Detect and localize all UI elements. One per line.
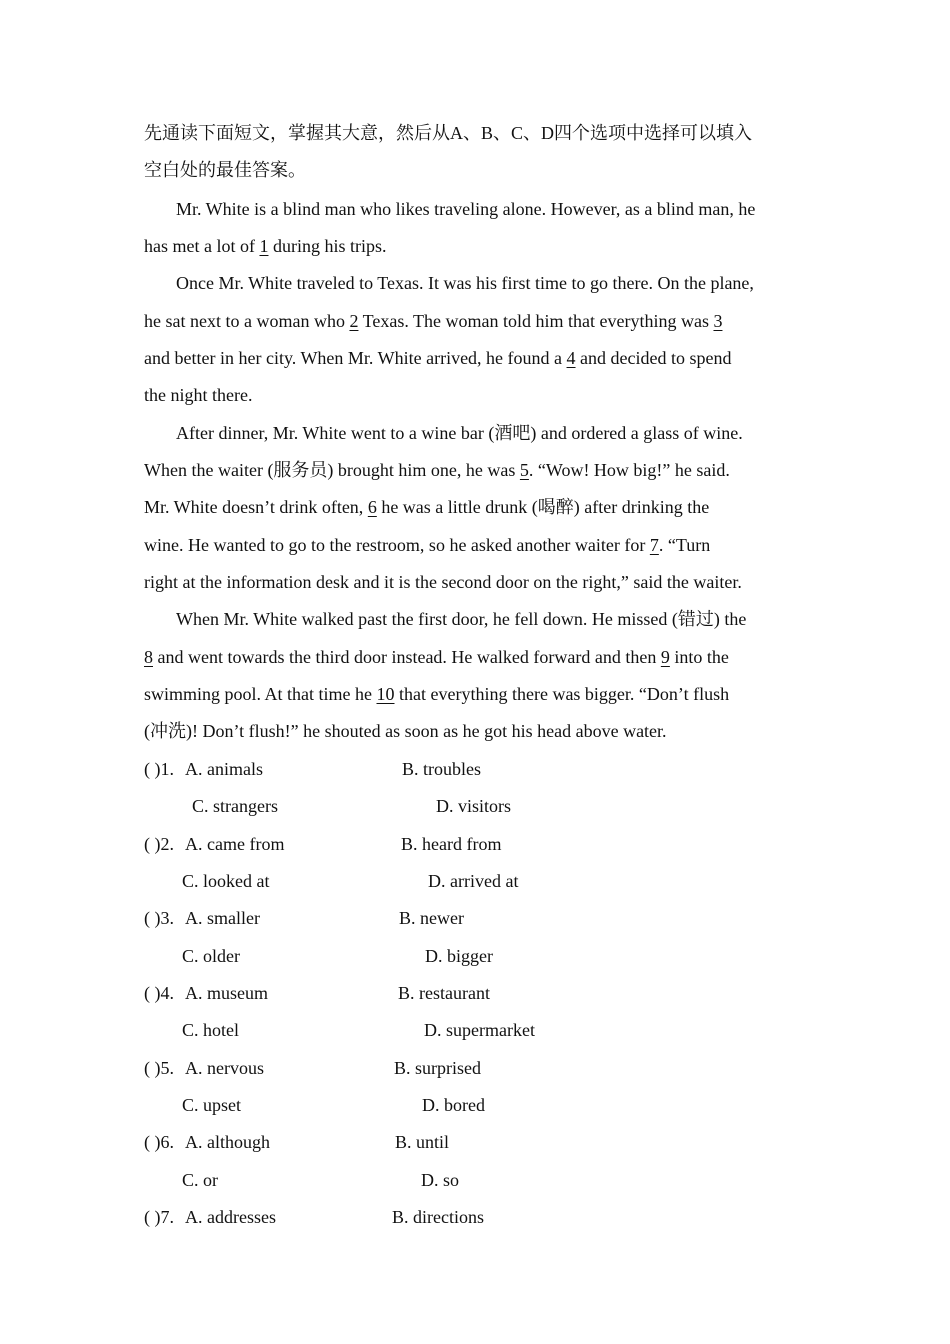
question-4-row-2 [144, 1019, 744, 1041]
option-d: D. bigger [425, 946, 493, 966]
option-a: A. museum [185, 983, 268, 1003]
question-number: ( )7. [144, 1207, 174, 1227]
option-b: B. heard from [401, 834, 502, 854]
passage-p2-line-1: Once Mr. White traveled to Texas. It was his first time to go there. On the plane, [176, 273, 754, 293]
option-a: A. addresses [185, 1207, 276, 1227]
option-c: C. looked at [182, 871, 270, 891]
blank-1: 1 [259, 236, 269, 256]
option-c: C. upset [182, 1095, 242, 1115]
option-a: A. smaller [185, 908, 260, 928]
question-5-row-2 [144, 1094, 744, 1116]
option-a: A. although [185, 1132, 270, 1152]
passage-p4-line-2: 8 and went towards the third door instead. He walked forward and then 9 into the [144, 647, 729, 667]
question-6-row-2 [144, 1169, 744, 1191]
option-c: C. hotel [182, 1020, 239, 1040]
blank-6: 6 [367, 497, 377, 517]
passage-p1-line-2: has met a lot of 1 during his trips. [144, 236, 387, 256]
question-2-row-1 [144, 833, 744, 855]
option-a: A. animals [185, 759, 263, 779]
question-1-row-1 [144, 758, 744, 780]
option-b: B. until [395, 1132, 450, 1152]
question-3-row-1 [144, 907, 744, 929]
question-6-row-1 [144, 1131, 744, 1153]
passage-p3-line-3: Mr. White doesn’t drink often, 6 he was a little drunk (喝醉) after drinking the [144, 497, 710, 517]
passage-p1-line-1: Mr. White is a blind man who likes traveling alone. However, as a blind man, he [176, 199, 756, 219]
question-number: ( )1. [144, 759, 174, 779]
option-d: D. visitors [436, 796, 512, 816]
question-3-row-2 [144, 945, 744, 967]
passage-p4-line-1: When Mr. White walked past the first door, he fell down. He missed (错过) the [176, 609, 747, 629]
blank-7: 7 [649, 535, 659, 555]
passage-p3-line-4: wine. He wanted to go to the restroom, so he asked another waiter for 7. “Turn [144, 535, 711, 555]
option-c: C. older [182, 946, 240, 966]
blank-8: 8 [144, 647, 153, 667]
question-1-row-2 [144, 795, 744, 817]
blank-4: 4 [566, 348, 576, 368]
option-c: C. or [182, 1170, 218, 1190]
option-d: D. bored [422, 1095, 485, 1115]
passage-p3-line-5: right at the information desk and it is the second door on the right,” said the waiter. [144, 572, 742, 592]
option-b: B. newer [399, 908, 464, 928]
question-number: ( )3. [144, 908, 174, 928]
option-d: D. so [421, 1170, 460, 1190]
passage-p3-line-2: When the waiter (服务员) brought him one, he was 5. “Wow! How big!” he said. [144, 460, 730, 480]
passage-p4-line-3: swimming pool. At that time he 10 that everything there was bigger. “Don’t flush [144, 684, 730, 704]
question-5-row-1 [144, 1057, 744, 1079]
option-b: B. restaurant [398, 983, 490, 1003]
blank-5: 5 [519, 460, 529, 480]
option-a: A. came from [185, 834, 285, 854]
option-c: C. strangers [192, 796, 278, 816]
blank-3: 3 [713, 311, 723, 331]
option-b: B. surprised [394, 1058, 481, 1078]
question-number: ( )4. [144, 983, 174, 1003]
option-b: B. troubles [402, 759, 481, 779]
blank-9: 9 [660, 647, 670, 667]
option-a: A. nervous [185, 1058, 264, 1078]
option-d: D. arrived at [428, 871, 519, 891]
passage-p2-line-2: he sat next to a woman who 2 Texas. The woman told him that everything was 3 [144, 311, 723, 331]
passage-p2-line-3: and better in her city. When Mr. White arrived, he found a 4 and decided to spend [144, 348, 732, 368]
question-2-row-2 [144, 870, 744, 892]
question-number: ( )6. [144, 1132, 174, 1152]
instructions-line-1: 先通读下面短文，掌握其大意，然后从A、B、C、D四个选项中选择可以填入 [144, 123, 753, 143]
question-number: ( )2. [144, 834, 174, 854]
question-4-row-1 [144, 982, 744, 1004]
passage-p2-line-4: the night there. [144, 385, 253, 405]
passage-p4-line-4: (冲洗)! Don’t flush!” he shouted as soon as he got his head above water. [144, 721, 667, 741]
option-d: D. supermarket [424, 1020, 535, 1040]
question-number: ( )5. [144, 1058, 174, 1078]
blank-2: 2 [349, 311, 359, 331]
passage-p3-line-1: After dinner, Mr. White went to a wine bar (酒吧) and ordered a glass of wine. [176, 423, 743, 443]
blank-10: 10 [376, 684, 395, 704]
question-7-row-1 [144, 1206, 744, 1228]
instructions-line-2: 空白处的最佳答案。 [144, 160, 306, 180]
option-b: B. directions [392, 1207, 484, 1227]
